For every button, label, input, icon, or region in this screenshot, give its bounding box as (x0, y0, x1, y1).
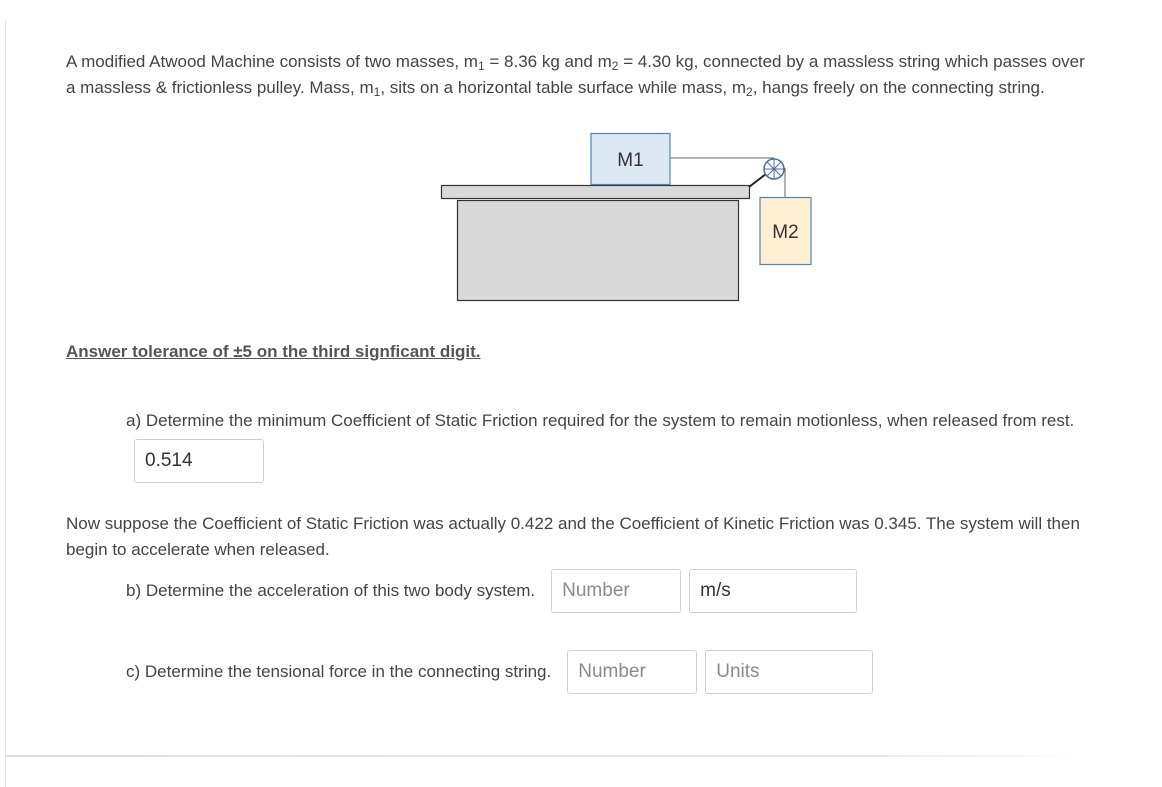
mass-m1-label: M1 (617, 150, 644, 171)
part-b-number-input[interactable] (551, 569, 681, 613)
part-a-question (126, 403, 1116, 483)
part-c-number-input[interactable] (567, 650, 697, 694)
table-body (458, 201, 739, 301)
tolerance-note: Answer tolerance of ±5 on the third signficant digit. (66, 342, 481, 361)
part-c-units-select[interactable]: Units (705, 650, 873, 694)
table-top (442, 186, 750, 199)
part-c-row (126, 650, 873, 694)
atwood-diagram (440, 130, 820, 305)
bottom-divider (5, 755, 1085, 757)
part-a-answer-input[interactable]: 0.514 (134, 439, 264, 483)
left-border (5, 20, 6, 787)
part-b-row (126, 569, 857, 613)
part-b-units-select[interactable]: m/s (689, 569, 857, 613)
part-c-question: c) Determine the tensional force in the connecting string. (126, 662, 552, 681)
pulley-icon (764, 159, 784, 179)
part-b-question: b) Determine the acceleration of this two body system. (126, 581, 536, 600)
now-suppose-text: Now suppose the Coefficient of Static Friction was actually 0.422 and the Coefficient of Kinetic Friction was 0.345. The system will then begin to accelerate when released. (66, 514, 1080, 559)
problem-statement: A modified Atwood Machine consists of two masses, $m_1 = 8.36$ kg and $m_2 = 4.30$ kg, connected by a massless string which passes over a massless & frictionless pulley. Mass, $m_1$, sits on a horizontal table surface while mass, $m_2$, hangs freely on the connecting string. (66, 52, 1085, 99)
mass-m2-label: M2 (772, 222, 799, 243)
part-a-question-text: a) Determine the minimum Coefficient of Static Friction required for the system to remain motionless, when released from rest. (126, 411, 1075, 430)
